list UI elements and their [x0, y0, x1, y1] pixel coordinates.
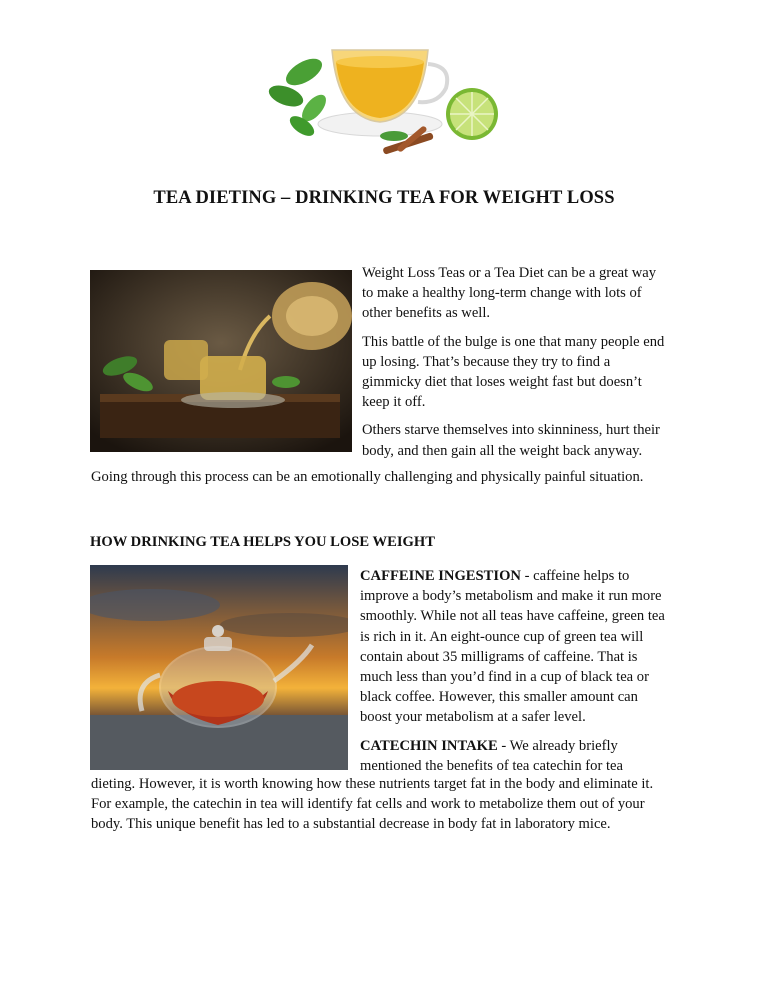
catechin-full-line2: For example, the catechin in tea will identify fat cells and work to metabolize them out of your [91, 796, 645, 813]
caffeine-line5: much less than you’d find in a cup of black tea or [360, 669, 649, 686]
intro-p1-line1: Weight Loss Teas or a Tea Diet can be a great way [362, 265, 657, 281]
page-title: TEA DIETING – DRINKING TEA FOR WEIGHT LOSS [153, 188, 615, 208]
tea-pour-image [90, 270, 352, 452]
caffeine-line1: improve a body’s metabolism and make it run more [360, 588, 662, 605]
caffeine-line2: smoothly. While not all teas have caffeine, green tea [360, 608, 665, 625]
caffeine-line4: contain about 35 milligrams of caffeine. That is [360, 648, 638, 665]
intro-p3-line2: body, and then gain all the weight back anyway. [362, 442, 643, 459]
intro-p2-line1: This battle of the bulge is one that many people end [362, 333, 665, 350]
catechin-full [91, 774, 653, 835]
intro-p2-line4: keep it off. [362, 394, 426, 411]
caffeine-first: - caffeine helps to [520, 568, 630, 584]
caffeine-line3: is rich in it. An eight-ounce cup of green tea will [360, 628, 644, 645]
section-heading: HOW DRINKING TEA HELPS YOU LOSE WEIGHT [90, 534, 435, 550]
intro-p2-line2: up losing. That’s because they try to find a [362, 353, 611, 370]
intro-p3-line1: Others starve themselves into skinniness, hurt their [362, 422, 660, 439]
catechin-line0 [360, 736, 665, 756]
caffeine-title: CAFFEINE INGESTION [360, 568, 521, 584]
intro-p1-line3: other benefits as well. [362, 305, 491, 322]
caffeine-line6: black coffee. However, this smaller amount can [360, 689, 638, 706]
intro-column [362, 263, 664, 461]
tea-cup-image [262, 30, 506, 168]
catechin-title: CATECHIN INTAKE [360, 737, 498, 754]
catechin-full-line3: body. This unique benefit has led to a substantial decrease in body fat in laboratory mice. [91, 816, 611, 833]
intro-p2-line3: gimmicky diet that loses weight fast but doesn’t [362, 374, 642, 391]
caffeine-line0 [360, 566, 665, 586]
glass-teapot-image [90, 565, 348, 770]
catechin-line1: mentioned the benefits of tea catechin for tea [360, 757, 623, 774]
caffeine-column [360, 566, 665, 776]
intro-p1-line2: to make a healthy long-term change with lots of [362, 285, 642, 302]
caffeine-line7: boost your metabolism at a safer level. [360, 709, 586, 726]
intro-p3-full: Going through this process can be an emotionally challenging and physically painful situation. [91, 469, 644, 485]
catechin-first: - We already briefly [497, 737, 618, 754]
catechin-full-line1: dieting. However, it is worth knowing how these nutrients target fat in the body and eliminate it. [91, 776, 654, 792]
